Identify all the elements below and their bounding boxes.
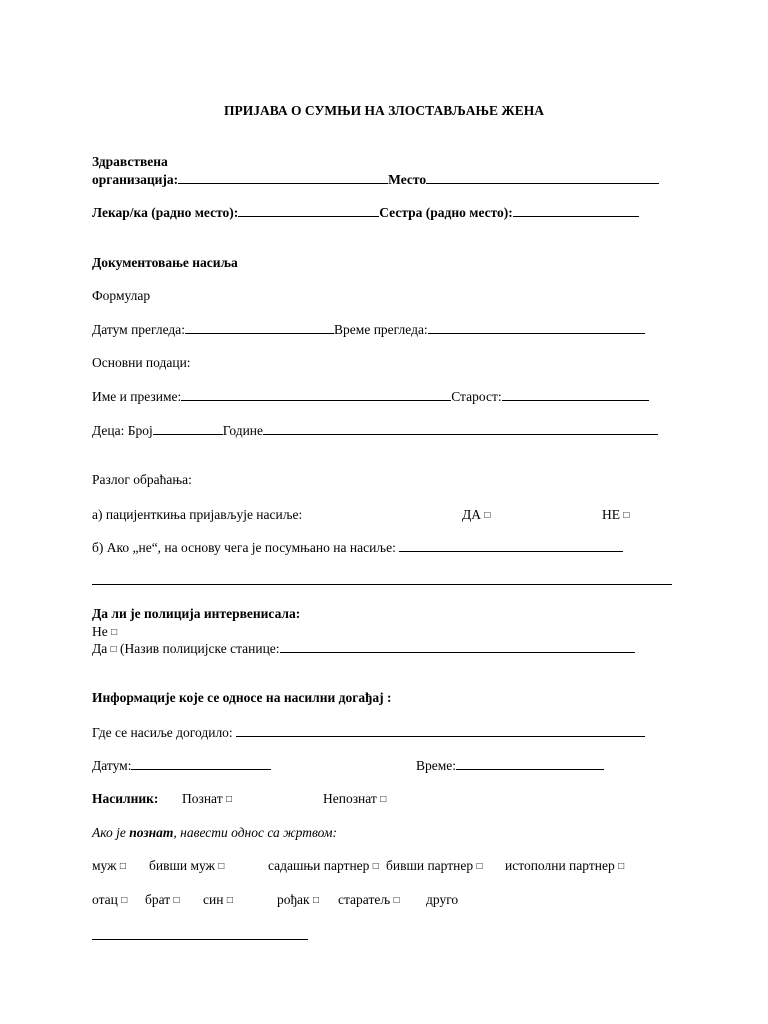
exam-time-field[interactable] bbox=[428, 322, 645, 334]
perpetrator-label: Насилник: bbox=[92, 791, 159, 806]
incident-time-label: Време: bbox=[416, 758, 457, 773]
checkbox-icon[interactable]: □ bbox=[380, 794, 387, 805]
form-label: Формулар bbox=[92, 288, 151, 303]
reason-heading: Разлог обраћања: bbox=[92, 472, 192, 487]
name-field[interactable] bbox=[181, 389, 451, 401]
nurse-field[interactable] bbox=[513, 205, 639, 217]
exam-date-label: Датум прегледа: bbox=[92, 322, 186, 337]
checkbox-icon[interactable]: □ bbox=[225, 794, 233, 805]
relation-option-other[interactable] bbox=[426, 892, 458, 908]
children-label: Деца: Број bbox=[92, 423, 153, 438]
checkbox-icon[interactable]: □ bbox=[393, 895, 400, 906]
checkbox-icon[interactable]: □ bbox=[110, 644, 117, 655]
relation-label: отац bbox=[92, 892, 118, 907]
checkbox-icon[interactable]: □ bbox=[372, 861, 379, 872]
checkbox-icon[interactable]: □ bbox=[618, 861, 625, 872]
org-label-line2: организација: bbox=[92, 172, 179, 187]
years-label: Године bbox=[222, 423, 264, 438]
incident-date-row bbox=[92, 758, 271, 774]
doctor-field[interactable] bbox=[238, 205, 379, 217]
relation-label: старатељ bbox=[338, 892, 391, 907]
checkbox-icon[interactable]: □ bbox=[484, 510, 491, 521]
relation-option[interactable] bbox=[203, 892, 233, 909]
police-question: Да ли је полиција интервенисала: bbox=[92, 606, 301, 621]
incident-place-field[interactable] bbox=[236, 725, 645, 737]
nurse-label: Сестра (радно место): bbox=[379, 205, 513, 220]
relation-label: садашњи партнер bbox=[268, 858, 370, 873]
other-relation-field[interactable] bbox=[92, 939, 308, 940]
staff-row bbox=[92, 205, 639, 221]
org-field[interactable] bbox=[178, 172, 388, 184]
org-label-line1: Здравствена bbox=[92, 154, 168, 169]
relation-label: бивши партнер bbox=[386, 858, 474, 873]
relation-suffix: , навести однос са жртвом: bbox=[173, 825, 338, 840]
checkbox-icon[interactable]: □ bbox=[111, 627, 118, 638]
police-yes-option bbox=[92, 641, 635, 658]
relation-instruction bbox=[92, 825, 337, 841]
age-label: Старост: bbox=[451, 389, 502, 404]
relation-option[interactable] bbox=[92, 858, 126, 875]
relation-label: истополни партнер bbox=[505, 858, 615, 873]
relation-option[interactable] bbox=[145, 892, 180, 909]
reason-yes-option[interactable] bbox=[462, 507, 490, 524]
reason-no-option[interactable] bbox=[602, 507, 629, 524]
checkbox-icon[interactable]: □ bbox=[476, 861, 483, 872]
name-row bbox=[92, 389, 649, 405]
reason-b-row bbox=[92, 540, 623, 556]
checkbox-icon[interactable]: □ bbox=[218, 861, 225, 872]
place-field[interactable] bbox=[426, 172, 659, 184]
name-label: Име и презиме: bbox=[92, 389, 182, 404]
incident-time-row bbox=[416, 758, 604, 774]
incident-date-label: Датум: bbox=[92, 758, 132, 773]
incident-place-label: Где се насиље догодило: bbox=[92, 725, 233, 740]
reason-b-field[interactable] bbox=[399, 540, 623, 552]
police-no-label: Не bbox=[92, 624, 108, 639]
relation-option[interactable] bbox=[386, 858, 483, 875]
doctor-label: Лекар/ка (радно место): bbox=[92, 205, 239, 220]
relation-option[interactable] bbox=[149, 858, 224, 875]
relation-label: друго bbox=[426, 892, 459, 907]
children-count-field[interactable] bbox=[153, 423, 223, 435]
perpetrator-known-option[interactable] bbox=[182, 791, 232, 808]
exam-date-field[interactable] bbox=[185, 322, 334, 334]
doc-section-heading: Документовање насиља bbox=[92, 255, 238, 270]
relation-option[interactable] bbox=[268, 858, 379, 875]
org-row bbox=[92, 172, 659, 188]
perpetrator-unknown-option[interactable] bbox=[323, 791, 386, 808]
form-title: ПРИЈАВА О СУМЊИ НА ЗЛОСТАВЉАЊЕ ЖЕНА bbox=[223, 103, 545, 118]
relation-prefix: Ако је bbox=[92, 825, 130, 840]
checkbox-icon[interactable]: □ bbox=[173, 895, 180, 906]
relation-option[interactable] bbox=[92, 892, 127, 909]
checkbox-icon[interactable]: □ bbox=[623, 510, 630, 521]
relation-label: рођак bbox=[277, 892, 310, 907]
yes-label: ДА bbox=[462, 507, 481, 522]
children-years-field[interactable] bbox=[263, 423, 658, 435]
relation-label: син bbox=[203, 892, 224, 907]
children-row bbox=[92, 423, 658, 439]
reason-b-continuation-line[interactable] bbox=[92, 584, 672, 585]
relation-label: бивши муж bbox=[149, 858, 215, 873]
incident-place-row bbox=[92, 725, 645, 741]
relation-option[interactable] bbox=[338, 892, 400, 909]
checkbox-icon[interactable]: □ bbox=[226, 895, 233, 906]
known-label: Познат bbox=[182, 791, 223, 806]
checkbox-icon[interactable]: □ bbox=[121, 895, 128, 906]
checkbox-icon[interactable]: □ bbox=[119, 861, 126, 872]
no-label: НЕ bbox=[602, 507, 620, 522]
incident-time-field[interactable] bbox=[456, 758, 604, 770]
incident-heading: Информације које се односе на насилни догађај bbox=[92, 690, 384, 705]
unknown-label: Непознат bbox=[323, 791, 377, 806]
place-label: Место bbox=[388, 172, 427, 187]
age-field[interactable] bbox=[502, 389, 649, 401]
police-yes-label: Да bbox=[92, 641, 108, 656]
exam-row bbox=[92, 322, 645, 338]
reason-a-label: а) пацијенткиња пријављује насиље: bbox=[92, 507, 303, 522]
incident-heading-colon: : bbox=[386, 690, 392, 705]
relation-label: муж bbox=[92, 858, 117, 873]
reason-b-label: б) Ако „не“, на основу чега је посумњано на насиље: bbox=[92, 540, 396, 555]
incident-heading-row bbox=[92, 690, 391, 706]
incident-date-field[interactable] bbox=[131, 758, 271, 770]
relation-option[interactable] bbox=[277, 892, 319, 909]
relation-option[interactable] bbox=[505, 858, 624, 875]
checkbox-icon[interactable]: □ bbox=[312, 895, 319, 906]
exam-time-label: Време прегледа: bbox=[334, 322, 428, 337]
station-field[interactable] bbox=[280, 641, 635, 653]
station-label: (Назив полицијске станице: bbox=[120, 641, 280, 656]
police-no-option[interactable] bbox=[92, 624, 117, 641]
basic-data-label: Основни подаци: bbox=[92, 355, 191, 370]
relation-label: брат bbox=[145, 892, 171, 907]
relation-known-word: познат bbox=[129, 825, 174, 840]
